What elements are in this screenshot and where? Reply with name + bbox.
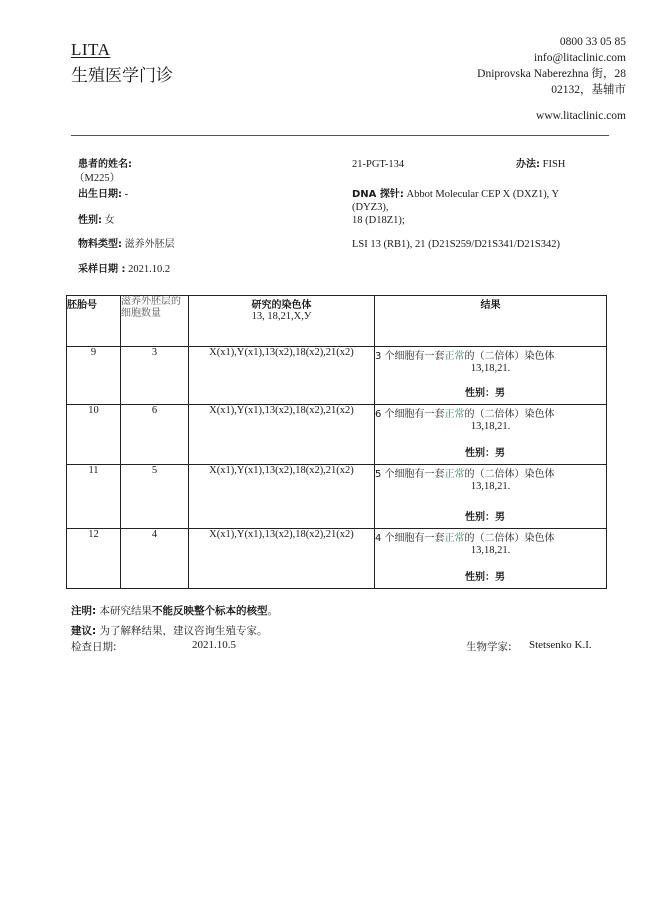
result-text: 5 个细胞有一套 [375, 469, 445, 480]
embryo-number: 11 [67, 465, 121, 529]
karyotype: X(x1),Y(x1),13(x2),18(x2),21(x2) [189, 347, 375, 405]
patient-name-value: （M225） [74, 173, 121, 184]
karyotype: X(x1),Y(x1),13(x2),18(x2),21(x2) [189, 405, 375, 465]
method-label: 办法: [516, 159, 540, 170]
results-table [66, 295, 607, 589]
sex-value: 女 [104, 215, 115, 226]
karyotype: X(x1),Y(x1),13(x2),18(x2),21(x2) [189, 529, 375, 589]
clinic-phone: 0800 33 05 85 [559, 36, 626, 48]
header-embryo-number: 胚胎号 [67, 296, 121, 347]
result-cell [375, 529, 607, 589]
embryo-number: 12 [67, 529, 121, 589]
case-id: 21-PGT-134 [352, 159, 405, 170]
note-label: 注明: [71, 605, 97, 617]
result-text-tail: 的（二倍体）染色体 [464, 409, 555, 420]
header-chromosomes-list: 13, 18,21,X,У [251, 311, 312, 322]
header-divider [71, 135, 609, 136]
clinic-email: info@litaclinic.com [533, 52, 626, 64]
result-text: 3 个细胞有一套 [375, 351, 445, 362]
dna-probe-line1: Abbot Molecular CEP X (DXZ1), Y [406, 189, 560, 200]
cell-count: 5 [121, 465, 189, 529]
result-cell [375, 347, 607, 405]
material-field [78, 238, 175, 251]
note-line [71, 603, 278, 618]
result-chromosomes: 13,18,21. [470, 363, 511, 374]
note-end: 。 [267, 605, 279, 617]
table-row [67, 347, 607, 405]
result-normal-highlight: 正常 [444, 409, 465, 420]
sampling-date-value: 2021.10.2 [128, 264, 171, 275]
material-value: 滋养外胚层 [124, 239, 175, 250]
result-cell [375, 465, 607, 529]
dob-field [78, 188, 128, 201]
clinic-subtitle: 生殖医学门诊 [71, 66, 173, 86]
dna-probe-line4: LSI 13 (RB1), 21 (D21S259/D21S341/D21S342) [352, 239, 560, 250]
header-result: 结果 [375, 296, 607, 347]
dna-probe-line3: 18 (D18Z1); [352, 215, 405, 226]
result-sex: 性别：男 [465, 512, 505, 523]
clinic-website: www.litaclinic.com [536, 110, 626, 122]
result-text-tail: 的（二倍体）染色体 [464, 469, 555, 480]
result-chromosomes: 13,18,21. [470, 545, 511, 556]
table-header-row [67, 296, 607, 347]
result-text-tail: 的（二倍体）染色体 [464, 351, 555, 362]
patient-name-label: 患者的姓名: [78, 159, 132, 170]
table-row [67, 405, 607, 465]
cell-count: 3 [121, 347, 189, 405]
table-row [67, 529, 607, 589]
sampling-date-field [78, 263, 170, 276]
result-text: 4 个细胞有一套 [375, 533, 445, 544]
karyotype: X(x1),Y(x1),13(x2),18(x2),21(x2) [189, 465, 375, 529]
dna-probe-label: DNA 探针: [352, 189, 404, 200]
dob-value: - [124, 189, 129, 200]
exam-date-value: 2021.10.5 [192, 639, 236, 651]
result-chromosomes: 13,18,21. [470, 421, 511, 432]
advice-line [71, 623, 268, 638]
result-sex: 性别：男 [465, 448, 505, 459]
cell-count: 4 [121, 529, 189, 589]
cell-count: 6 [121, 405, 189, 465]
material-label: 物料类型: [78, 239, 122, 250]
dna-probe-line2: (DYZ3), [352, 202, 389, 213]
exam-date-label: 检查日期: [71, 641, 117, 653]
note-text: 本研究结果 [99, 605, 153, 617]
result-text: 6 个细胞有一套 [375, 409, 445, 420]
advice-text: 为了解释结果，建议咨询生殖专家。 [99, 625, 268, 637]
patient-name-field [78, 158, 132, 171]
result-cell [375, 405, 607, 465]
advice-label: 建议: [71, 625, 97, 637]
sex-field [78, 214, 115, 227]
result-sex: 性别：男 [465, 388, 505, 399]
clinic-address-line1: Dniprovska Naberezhna 街，28 [477, 68, 626, 80]
result-normal-highlight: 正常 [444, 469, 465, 480]
result-normal-highlight: 正常 [444, 533, 465, 544]
clinic-address-line2: 02132，基辅市 [551, 84, 626, 96]
sex-label: 性别: [78, 215, 102, 226]
biologist-label: 生物学家: [466, 641, 512, 653]
result-sex: 性别：男 [465, 572, 505, 583]
header-chromosomes [189, 296, 375, 347]
sampling-date-label: 采样日期 : [78, 264, 126, 275]
clinic-logo-name: LITA [71, 40, 111, 59]
table-row [67, 465, 607, 529]
header-cell-count: 滋养外胚层的细胞数量 [121, 296, 189, 347]
header-chromosomes-title: 研究的染色体 [251, 300, 312, 311]
result-text-tail: 的（二倍体）染色体 [464, 533, 555, 544]
method-value: FISH [542, 159, 566, 170]
embryo-number: 10 [67, 405, 121, 465]
embryo-number: 9 [67, 347, 121, 405]
result-normal-highlight: 正常 [444, 351, 465, 362]
dob-label: 出生日期: [78, 189, 122, 200]
method-field [516, 158, 565, 171]
result-chromosomes: 13,18,21. [470, 481, 511, 492]
biologist-name: Stetsenko K.I. [529, 639, 592, 651]
note-emphasis: 不能反映整个标本的核型 [152, 605, 268, 617]
dna-probe-field [352, 188, 602, 227]
